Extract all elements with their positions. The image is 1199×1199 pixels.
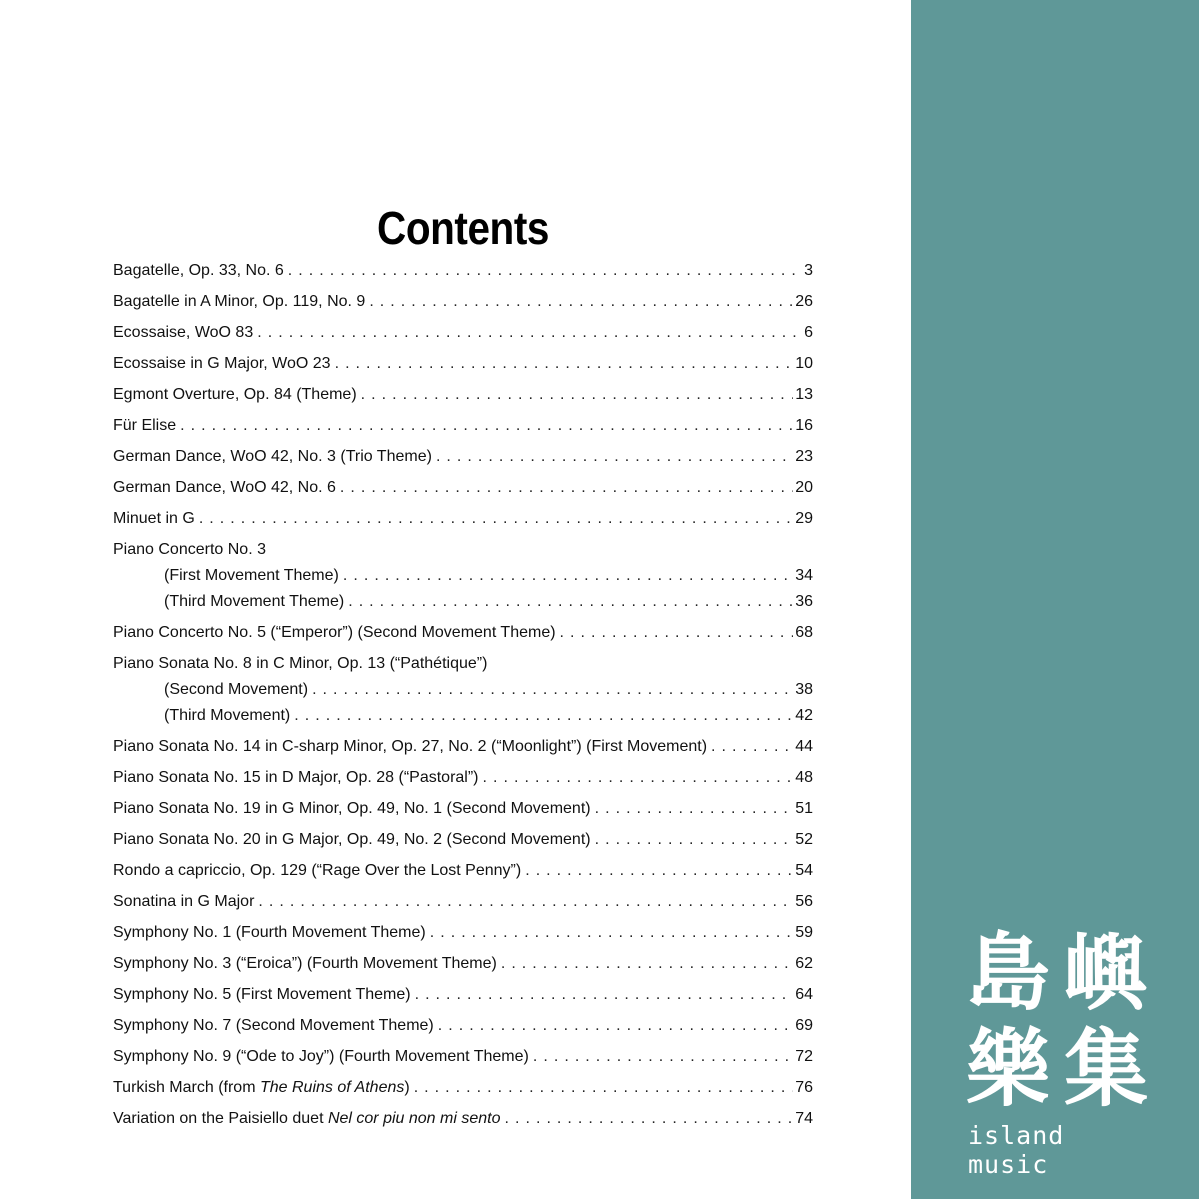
toc-line [113,1044,813,1070]
toc-line [113,1106,813,1132]
toc-line [113,320,813,346]
toc-entry [113,1106,813,1132]
toc-line [113,1075,813,1101]
dot-leader [369,289,793,315]
toc-entry-title: (First Movement Theme) [164,567,339,584]
toc-entry [113,537,813,615]
toc-line [113,765,813,791]
toc-page-number: 16 [795,417,813,434]
toc-entry-title: German Dance, WoO 42, No. 3 (Trio Theme) [113,448,432,465]
toc-line [113,796,813,822]
logo-subtitle: island music [968,1121,1065,1179]
toc-entry [113,620,813,646]
toc-page-number: 59 [795,924,813,941]
toc-entry [113,920,813,946]
dot-leader [414,1075,794,1101]
dot-leader [501,951,793,977]
toc-page-number: 72 [795,1048,813,1065]
toc-entry [113,951,813,977]
toc-entry-title: Egmont Overture, Op. 84 (Theme) [113,386,357,403]
dot-leader [361,382,794,408]
toc-entry-italic-title: The Ruins of Athens [259,1079,405,1096]
toc-page-number: 76 [795,1079,813,1096]
toc-entry-title: Symphony No. 7 (Second Movement Theme) [113,1017,434,1034]
dot-leader [257,320,802,346]
toc-page-number: 44 [795,738,813,755]
toc-entry-title: Variation on the Paisiello duet Nel cor piu non mi sento [113,1110,501,1127]
toc-page-number: 36 [795,593,813,610]
toc-entry [113,734,813,760]
toc-page-number: 69 [795,1017,813,1034]
dot-leader [258,889,793,915]
toc-entry [113,1044,813,1070]
toc-line [113,858,813,884]
toc-line [113,982,813,1008]
toc-entry [113,889,813,915]
toc-page-number: 29 [795,510,813,527]
toc-entry [113,1075,813,1101]
toc-subentry [113,703,813,729]
toc-entry-title: Bagatelle, Op. 33, No. 6 [113,262,284,279]
toc-entry-title: Piano Concerto No. 3 [113,541,266,558]
toc-page-number: 56 [795,893,813,910]
toc-entry-title: (Second Movement) [164,681,309,698]
toc-entry-title: Piano Sonata No. 20 in G Major, Op. 49, No. 2 (Second Movement) [113,831,591,848]
toc-entry [113,444,813,470]
toc-entry-title: Ecossaise, WoO 83 [113,324,254,341]
toc-page-number: 10 [795,355,813,372]
dot-leader [533,1044,793,1070]
brand-sidebar [911,0,1199,1199]
toc-page-number: 23 [795,448,813,465]
dot-leader [525,858,793,884]
toc-line [113,382,813,408]
toc-entry-title: Piano Sonata No. 14 in C-sharp Minor, Op. 27, No. 2 (“Moonlight”) (First Movement) [113,738,708,755]
toc-entry-title: Piano Sonata No. 15 in D Major, Op. 28 (“Pastoral”) [113,769,479,786]
dot-leader [438,1013,793,1039]
dot-leader [436,444,793,470]
toc-subentry [113,563,813,589]
toc-entry-title: Symphony No. 3 (“Eroica”) (Fourth Movement Theme) [113,955,497,972]
toc-line [113,444,813,470]
toc-entry-title: Symphony No. 5 (First Movement Theme) [113,986,411,1003]
dot-leader [504,1106,793,1132]
dot-leader [483,765,794,791]
toc-entry-title: Symphony No. 1 (Fourth Movement Theme) [113,924,426,941]
toc-entry [113,320,813,346]
toc-page-number: 3 [804,262,813,279]
toc-entry-title: Sonatina in G Major [113,893,255,910]
toc-line [113,620,813,646]
toc-line [113,537,813,563]
toc-entry-title: Rondo a capriccio, Op. 129 (“Rage Over the Lost Penny”) [113,862,522,879]
toc-entry [113,982,813,1008]
toc-line [113,951,813,977]
dot-leader [343,563,793,589]
toc-entry-title: Piano Sonata No. 19 in G Minor, Op. 49, No. 1 (Second Movement) [113,800,591,817]
dot-leader [595,796,794,822]
dot-leader [348,589,793,615]
toc-entry-title: Symphony No. 9 (“Ode to Joy”) (Fourth Movement Theme) [113,1048,529,1065]
toc-page-number: 62 [795,955,813,972]
toc-page-number: 6 [804,324,813,341]
toc-entry [113,796,813,822]
toc-page-number: 26 [795,293,813,310]
toc-entry [113,475,813,501]
toc-subentry [113,677,813,703]
toc-entry [113,382,813,408]
toc-entry-title: (Third Movement Theme) [164,593,345,610]
toc-entry [113,858,813,884]
toc-entry-title: Piano Sonata No. 8 in C Minor, Op. 13 (“Pathétique”) [113,655,488,672]
toc-entry-italic-title: Nel cor piu non mi sento [327,1110,501,1127]
toc-page-number: 13 [795,386,813,403]
dot-leader [415,982,794,1008]
toc-entry [113,258,813,284]
toc-entry [113,651,813,729]
dot-leader [335,351,794,377]
toc-page-number: 51 [795,800,813,817]
toc-page-number: 74 [795,1110,813,1127]
dot-leader [199,506,793,532]
page-title: Contents [377,201,549,254]
toc-entry [113,827,813,853]
toc-line [113,351,813,377]
island-music-logo [966,924,1156,1179]
toc-page-number: 68 [795,624,813,641]
dot-leader [312,677,793,703]
table-of-contents [113,258,813,1137]
toc-line [113,827,813,853]
toc-entry-title: Für Elise [113,417,177,434]
dot-leader [288,258,802,284]
toc-entry [113,506,813,532]
dot-leader [430,920,793,946]
dot-leader [340,475,793,501]
toc-page-number: 48 [795,769,813,786]
toc-line [113,475,813,501]
toc-page-number: 42 [795,707,813,724]
toc-line [113,289,813,315]
toc-line [113,920,813,946]
toc-line [113,651,813,677]
toc-line [113,889,813,915]
toc-entry-title: (Third Movement) [164,707,291,724]
dot-leader [294,703,793,729]
toc-entry-title: Turkish March (from The Ruins of Athens) [113,1079,410,1096]
logo-char: 樂 [966,1020,1051,1118]
toc-page-number: 38 [795,681,813,698]
dot-leader [595,827,794,853]
toc-entry [113,289,813,315]
toc-entry-title: German Dance, WoO 42, No. 6 [113,479,336,496]
toc-entry-title: Minuet in G [113,510,195,527]
toc-line [113,506,813,532]
toc-page-number: 54 [795,862,813,879]
toc-entry [113,1013,813,1039]
logo-char: 嶼 [1064,924,1149,1022]
toc-entry-title: Piano Concerto No. 5 (“Emperor”) (Second Movement Theme) [113,624,556,641]
dot-leader [560,620,794,646]
toc-page-number: 20 [795,479,813,496]
toc-entry-title: Ecossaise in G Major, WoO 23 [113,355,331,372]
logo-char: 島 [966,924,1051,1022]
toc-page-number: 64 [795,986,813,1003]
dot-leader [711,734,793,760]
toc-subentry [113,589,813,615]
logo-char: 集 [1064,1020,1149,1118]
toc-entry [113,413,813,439]
toc-page-number: 52 [795,831,813,848]
toc-entry [113,351,813,377]
toc-line [113,258,813,284]
toc-line [113,734,813,760]
toc-line [113,413,813,439]
toc-entry [113,765,813,791]
dot-leader [180,413,793,439]
toc-line [113,1013,813,1039]
toc-page-number: 34 [795,567,813,584]
toc-entry-title: Bagatelle in A Minor, Op. 119, No. 9 [113,293,366,310]
